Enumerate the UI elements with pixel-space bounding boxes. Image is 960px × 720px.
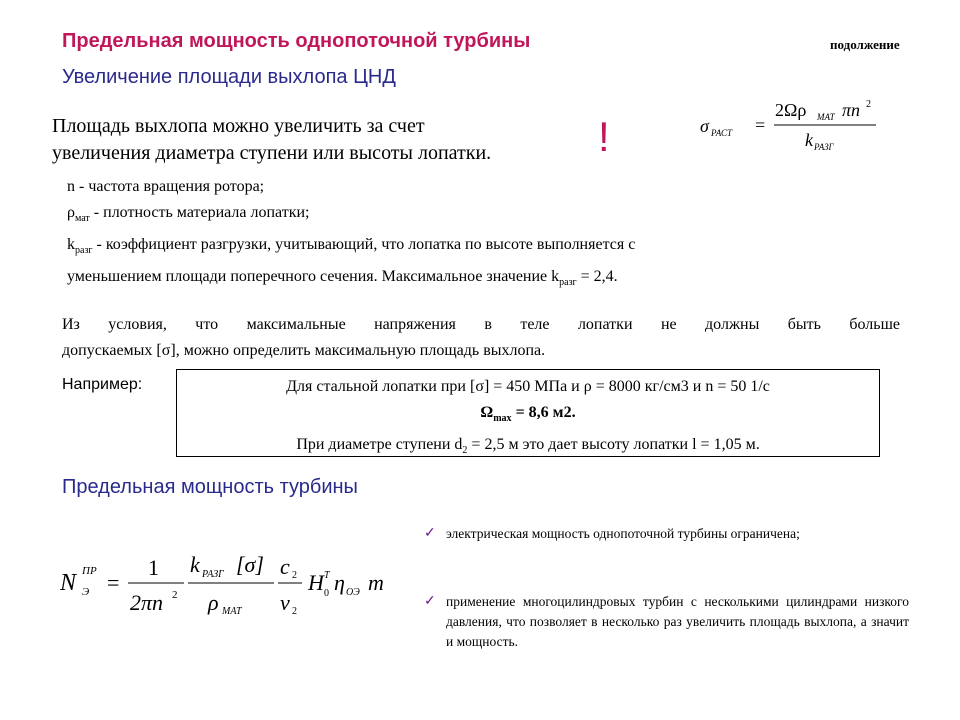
example-label: Например: — [62, 376, 143, 393]
formula2-f2-den-sub: МАТ — [222, 606, 242, 617]
example-line-2 — [177, 400, 879, 432]
exclamation-mark: ! — [598, 113, 610, 160]
formula-stress — [700, 96, 900, 158]
formula1-num-sup: 2 — [866, 99, 871, 110]
formula2-eq: = — [107, 570, 120, 595]
definition-k — [67, 232, 847, 264]
formula2-f1-num: 1 — [148, 555, 159, 580]
omega-value: = 8,6 м2. — [511, 404, 576, 421]
example-line3-sub: 2 — [462, 445, 468, 457]
example-line3-a: При диаметре ступени d — [296, 436, 463, 454]
k-line2-end: = 2,4. — [576, 268, 618, 286]
example-box — [176, 369, 880, 457]
formula2-lhs-sup: ПР — [82, 565, 97, 577]
formula-power — [60, 540, 400, 620]
intro-line-1: Площадь выхлопа можно увеличить за счет — [52, 115, 425, 137]
formula1-den-sub: РАЗГ — [814, 142, 834, 152]
checkmark-icon: ✓ — [424, 526, 436, 541]
checkmark-icon: ✓ — [424, 594, 436, 609]
continuation-label: подолжение — [830, 37, 900, 52]
formula2-eta: η — [334, 570, 345, 595]
formula1-eq: = — [755, 115, 766, 135]
intro-text — [52, 113, 592, 167]
condition-line-1: Из условия, что максимальные напряжения в теле лопатки не должны быть больше — [62, 316, 900, 333]
definition-rho — [67, 200, 847, 232]
formula2-H-sub: 0 — [324, 588, 329, 599]
formula1-num-sub: МАТ — [817, 112, 835, 122]
intro-line-2: увеличения диаметра ступени или высоты лопатки. — [52, 142, 492, 164]
formula2-lhs-sub: Э — [82, 586, 90, 598]
formula2-m: m — [368, 570, 384, 595]
slide-title: Предельная мощность однопоточной турбины — [62, 30, 531, 52]
bullet-item-1 — [424, 524, 909, 544]
formula2-eta-sub: ОЭ — [346, 587, 360, 598]
formula2-f1-den: 2πn — [130, 590, 164, 615]
bullet-item-2 — [424, 592, 909, 652]
omega-symbol: Ω — [480, 404, 494, 421]
k-sub: разг — [75, 245, 93, 257]
rho-sub: мат — [74, 213, 90, 225]
formula2-f2-num-k-sub: РАЗГ — [202, 569, 224, 580]
formula2-f1-den-sup: 2 — [172, 589, 178, 601]
formula2-f3-num: c — [280, 554, 290, 579]
formula2-f2-den: ρ — [208, 590, 219, 615]
definition-n: n - частота вращения ротора; — [67, 178, 265, 195]
example-line-1: Для стальной лопатки при [σ] = 450 МПа и ρ = 8000 кг/см3 и n = 50 1/с — [286, 378, 770, 395]
formula2-H: H — [308, 570, 324, 595]
example-line3-b: = 2,5 м это дает высоту лопатки l = 1,05 м. — [467, 436, 760, 454]
definition-k-line2 — [67, 264, 847, 296]
k-symbol: k — [67, 236, 75, 254]
formula2-lhs: N — [60, 570, 77, 596]
section-title-power: Предельная мощность турбины — [62, 476, 358, 498]
definitions-list — [67, 174, 847, 297]
k-line2-text: уменьшением площади поперечного сечения. Максимальное значение k — [67, 268, 560, 286]
rho-symbol: ρ — [67, 204, 75, 221]
omega-sub: max — [493, 413, 512, 425]
bullet-text-2: применение многоцилиндровых турбин с несколькими цилиндрами низкого давления, что позволяет в несколько раз увеличить площадь выхлопа, а значит и мощность. — [446, 594, 909, 649]
formula1-lhs-sub: РАСТ — [711, 128, 732, 138]
formula1-num-a: 2Ωρ — [775, 100, 807, 120]
formula1-lhs: σ — [700, 116, 709, 136]
k-text: - коэффициент разгрузки, учитывающий, что лопатка по высоте выполняется с — [92, 236, 636, 254]
formula2-f3-den-sub: 2 — [292, 606, 297, 617]
formula2-f3-den: v — [280, 590, 290, 615]
formula2-H-sup: T — [324, 570, 330, 581]
formula2-f3-num-sub: 2 — [292, 570, 297, 581]
example-line-3 — [177, 432, 879, 464]
k-line2-sub: разг — [559, 277, 577, 289]
formula1-den: k — [805, 130, 813, 150]
bullet-text-1: электрическая мощность однопоточной турбины ограничена; — [446, 526, 800, 541]
slide-subtitle: Увеличение площади выхлопа ЦНД — [62, 66, 396, 88]
rho-text: - плотность материала лопатки; — [89, 204, 310, 221]
formula2-f2-num-k: k — [190, 552, 200, 577]
condition-paragraph — [62, 312, 900, 364]
formula2-f2-num-sigma: [σ] — [236, 552, 264, 577]
formula1-num-b: πn — [842, 100, 861, 120]
condition-line-2: допускаемых [σ], можно определить максимальную площадь выхлопа. — [62, 342, 546, 359]
